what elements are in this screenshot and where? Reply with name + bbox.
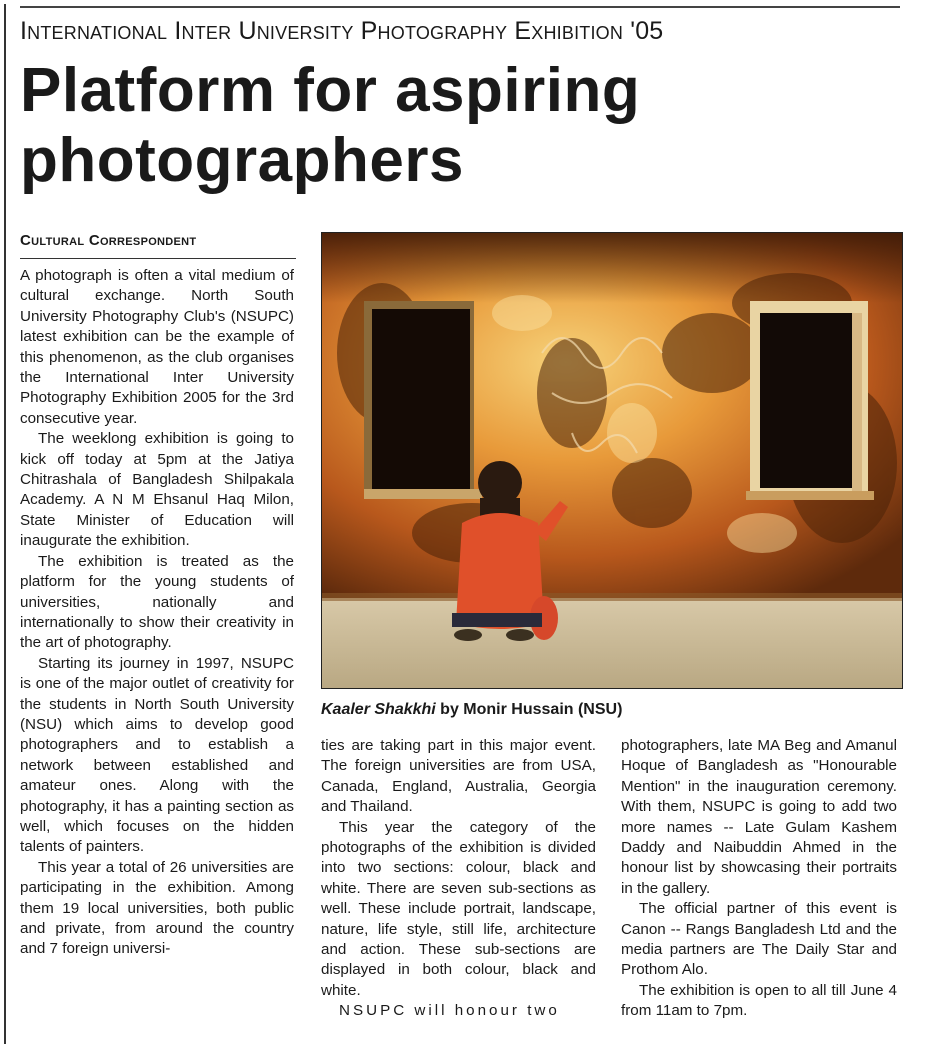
paragraph: photographers, late MA Beg and Amanul Hoque of Bangladesh as "Honourable Mention" in the inauguration ceremony. With them, NSUPC is going to add two more names -- Late Gulam Kashem Daddy and Naibuddin Ahmed in the honour list by showcasing their portraits in the gallery. <box>621 737 897 897</box>
paragraph: The official partner of this event is Canon -- Rangs Bangladesh Ltd and the media partners are The Daily Star and Prothom Alo. <box>621 900 897 979</box>
article-column-3 <box>621 736 897 1022</box>
top-rule <box>20 6 900 8</box>
paragraph: The exhibition is treated as the platform for the young students of universities, nationally and internationally to show their creativity in the art of photography. <box>20 552 294 652</box>
article-column-2 <box>321 736 596 1022</box>
headline-line-2: photographers <box>20 126 464 195</box>
caption-title: Kaaler Shakkhi <box>321 701 436 718</box>
paragraph: A photograph is often a vital medium of cultural exchange. North South University Photography Club's (NSUPC) latest exhibition can be the example of this phenomenon, as the club organises the International Inter University Photography Exhibition 2005 for the 3rd consecutive year. <box>20 267 294 427</box>
byline: Cultural Correspondent <box>20 232 197 249</box>
kicker: International Inter University Photography Exhibition '05 <box>20 17 664 45</box>
headline <box>20 56 820 196</box>
article-column-1 <box>20 266 294 960</box>
paragraph: NSUPC will honour two <box>339 1002 560 1020</box>
paragraph: Starting its journey in 1997, NSUPC is one of the major outlet of creativity for the students in North South University (NSU) which aims to develop good photographers and to establish a network between established and amateur ones. Along with the photography, it has a painting section as well, which focuses on the hidden talents of painters. <box>20 654 294 856</box>
headline-line-1: Platform for aspiring <box>20 56 641 125</box>
byline-rule <box>20 258 296 259</box>
photograph-child-drawing-on-wall <box>321 232 903 689</box>
paragraph: The exhibition is open to all till June 4 from 11am to 7pm. <box>621 981 897 1020</box>
page-border <box>4 4 6 1044</box>
paragraph: The weeklong exhibition is going to kick off today at 5pm at the Jatiya Chitrashala of Bangladesh Shilpakala Academy. A N M Ehsanul Haq Milon, State Minister of Education will inaugurate the exhibition. <box>20 430 294 550</box>
paragraph: ties are taking part in this major event. The foreign universities are from USA, Canada, England, Australia, Georgia and Thailand. <box>321 737 596 816</box>
paragraph: This year the category of the photographs of the exhibition is divided into two sections: colour, black and white. There are seven sub-sections as well. These include portrait, landscape, nature, life style, still life, architecture and action. These sub-sections are displayed in both colour, black and white. <box>321 818 596 999</box>
paragraph: This year a total of 26 universities are participating in the exhibition. Among them 19 local universities, both public and private, from around the country and 7 foreign universi- <box>20 858 294 958</box>
caption-credit: by Monir Hussain (NSU) <box>435 701 623 718</box>
photo-caption <box>321 701 622 719</box>
